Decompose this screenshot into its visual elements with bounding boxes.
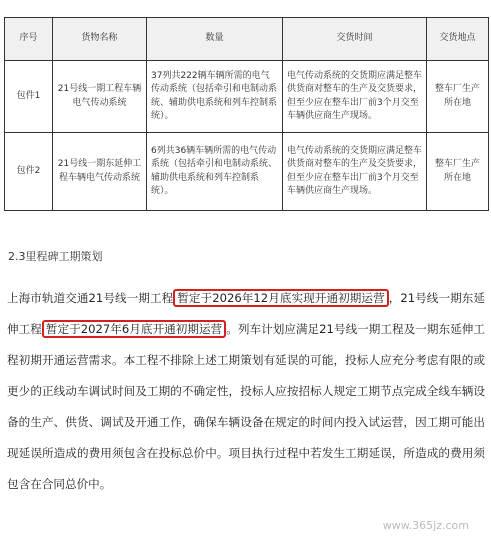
- delivery-table: [4, 17, 489, 211]
- table-row: [5, 133, 489, 211]
- header-serial: 序号: [5, 18, 53, 61]
- paragraph-text-1: 上海市轨道交通21号线一期工程: [7, 291, 174, 305]
- site-watermark: www.365jz.com: [382, 519, 469, 532]
- table-row: [5, 61, 489, 133]
- highlight-opening-2027: 暂定于2027年6月底开通初期运营: [42, 320, 226, 338]
- cell-serial: 包件1: [5, 61, 53, 133]
- cell-goods-name: 21号线一期东延伸工程车辆电气传动系统: [53, 133, 147, 211]
- header-delivery-place: 交货地点: [427, 18, 489, 61]
- table-header-row: [5, 18, 489, 61]
- header-delivery-time: 交货时间: [283, 18, 427, 61]
- cell-goods-name: 21号线一期工程车辆电气传动系统: [53, 61, 147, 133]
- paragraph-text-2: ，21号线一期东延伸工程: [7, 291, 485, 336]
- cell-delivery-time: 电气传动系统的交货期应满足整车供货商对整车的生产及交货要求，但至少应在整车出厂前3个月交至车辆供应商生产现场。: [283, 133, 427, 211]
- cell-delivery-time: 电气传动系统的交货期应满足整车供货商对整车的生产及交货要求，但至少应在整车出厂前3个月交至车辆供应商生产现场。: [283, 61, 427, 133]
- cell-delivery-place: 整车厂生产所在地: [427, 61, 489, 133]
- header-goods-name: 货物名称: [53, 18, 147, 61]
- cell-quantity: 6列共36辆车辆所需的电气传动系统（包括牵引和电制动系统、辅助供电系统和列车控制系统）。: [147, 133, 283, 211]
- schedule-paragraph: [7, 283, 485, 500]
- delivery-table-container: [4, 17, 488, 211]
- cell-quantity: 37列共222辆车辆所需的电气传动系统（包括牵引和电制动系统、辅助供电系统和列车控制系统）。: [147, 61, 283, 133]
- cell-delivery-place: 整车厂生产所在地: [427, 133, 489, 211]
- paragraph-text-3: 。列车计划应满足21号线一期工程及一期东延伸工程初期开通运营需求。本工程不排除上述工期策划有延误的可能，投标人应充分考虑有限的或更少的正线动车调试时间及工期的不确定性，投标人应按招标人规定工期节点完成全线车辆设备的生产、供货、调试及开通工作，确保车辆设备在规定的时间内投入试运营，因工期可能出现延误所造成的费用须包含在投标总价中。项目执行过程中若发生工期延误，所造成的费用须包含在合同总价中。: [7, 322, 485, 491]
- header-quantity: 数量: [147, 18, 283, 61]
- cell-serial: 包件2: [5, 133, 53, 211]
- highlight-opening-2026: 暂定于2026年12月底实现开通初期运营: [173, 289, 388, 307]
- section-heading: 2.3里程碑工期策划: [8, 250, 103, 263]
